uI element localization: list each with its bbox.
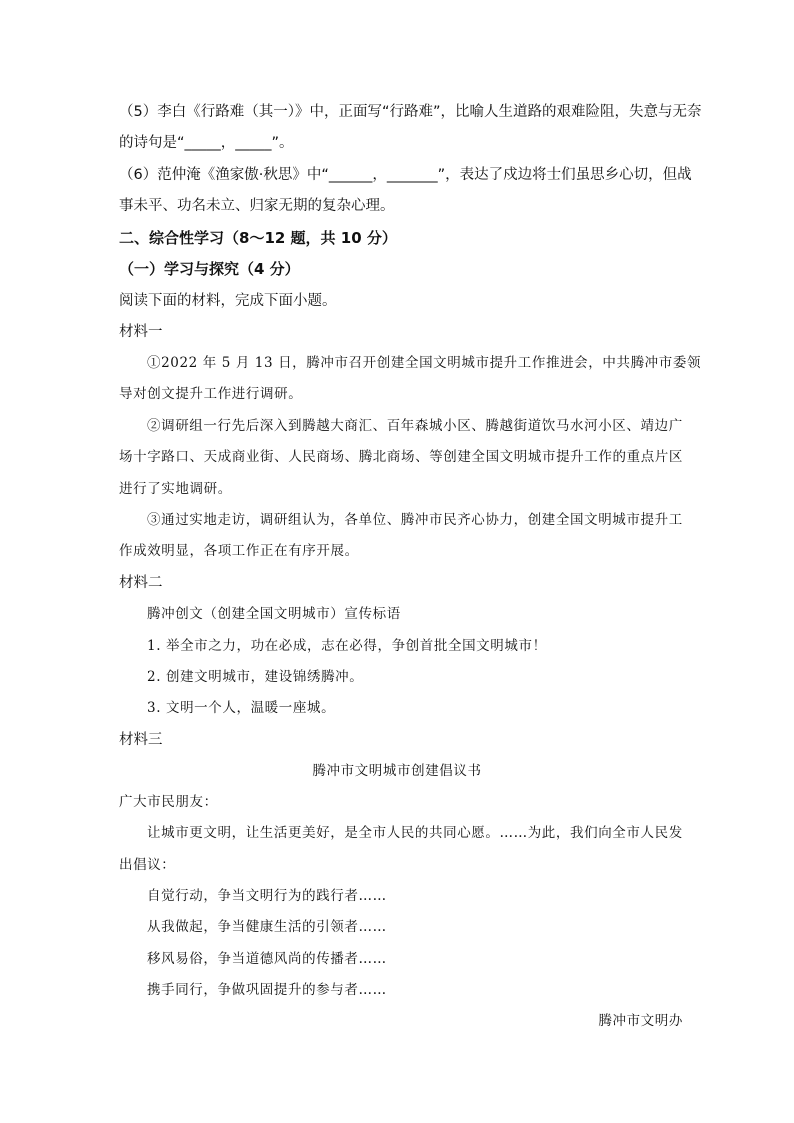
material1-p2-line2: 场十字路口、天成商业街、人民商场、腾北商场、等创建全国文明城市提升工作的重点片区 — [119, 449, 683, 465]
material1-p2-line3: 进行了实地调研。 — [119, 481, 232, 497]
material3-salutation: 广大市民朋友： — [119, 794, 218, 810]
q6-line1: （6）范仲淹《渔家傲·秋思》中“______，_______”，表达了戍边将士们虽思乡心切，但战 — [119, 167, 692, 183]
instruction: 阅读下面的材料，完成下面小题。 — [119, 293, 337, 309]
q5-line1: （5）李白《行路难（其一）》中，正面写“行路难”，比喻人生道路的艰难险阻，失意与无奈 — [119, 104, 702, 120]
proposal-item: 移风易俗，争当道德风尚的传播者…… — [147, 951, 387, 967]
material1-p3-line1: ③通过实地走访，调研组认为，各单位、腾冲市民齐心协力，创建全国文明城市提升工 — [147, 512, 683, 528]
material2-label: 材料二 — [119, 575, 163, 591]
material1-label: 材料一 — [119, 324, 163, 340]
material3-label: 材料三 — [119, 732, 163, 748]
slogan-item: 1. 举全市之力，功在必成，志在必得，争创首批全国文明城市！ — [147, 638, 547, 654]
material3-body-line2: 出倡议： — [119, 857, 176, 873]
q5-line2: 的诗句是“_____，_____”。 — [119, 135, 294, 151]
material2-title: 腾冲创文（创建全国文明城市）宣传标语 — [147, 606, 401, 622]
material3-body-line1: 让城市更文明，让生活更美好，是全市人民的共同心愿。……为此，我们向全市人民发 — [147, 825, 683, 841]
slogan-item: 2. 创建文明城市，建设锦绣腾冲。 — [147, 669, 364, 685]
material1-p2-line1: ②调研组一行先后深入到腾越大商汇、百年森城小区、腾越街道饮马水河小区、靖边广 — [147, 418, 683, 434]
q6-line2: 事未平、功名未立、归家无期的复杂心理。 — [119, 198, 395, 214]
proposal-item: 从我做起，争当健康生活的引领者…… — [147, 919, 387, 935]
material1-p1-line2: 导对创文提升工作进行调研。 — [119, 386, 303, 402]
material3-signature: 腾冲市文明办 — [598, 1013, 683, 1029]
material1-p3-line2: 作成效明显，各项工作正在有序开展。 — [119, 543, 359, 559]
slogan-item: 3. 文明一个人，温暖一座城。 — [147, 700, 336, 716]
sub1-heading: （一）学习与探究（4 分） — [119, 260, 300, 278]
proposal-item: 携手同行，争做巩固提升的参与者…… — [147, 982, 387, 998]
material3-title: 腾冲市文明城市创建倡议书 — [312, 763, 482, 779]
section2-heading: 二、综合性学习（8～12 题，共 10 分） — [119, 229, 397, 247]
material1-p1-line1: ①2022 年 5 月 13 日，腾冲市召开创建全国文明城市提升工作推进会，中共腾冲市委领 — [147, 355, 702, 371]
proposal-item: 自觉行动，争当文明行为的践行者…… — [147, 888, 387, 904]
